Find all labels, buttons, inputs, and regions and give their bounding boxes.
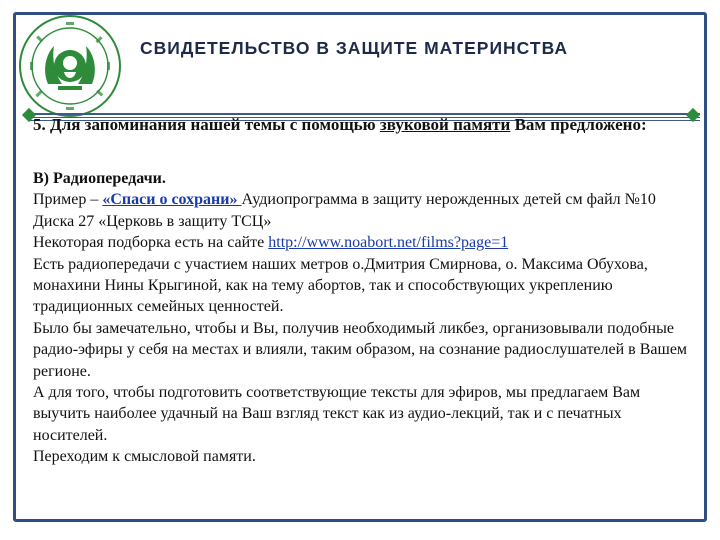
- site-link[interactable]: http://www.noabort.net/films?page=1: [268, 234, 509, 252]
- page-title: СВИДЕТЕЛЬСТВО В ЗАЩИТЕ МАТЕРИНСТВА: [140, 38, 568, 58]
- paragraph: Переходим к смысловой памяти.: [33, 448, 256, 466]
- paragraph-text: Пример –: [33, 191, 103, 209]
- paragraph: Было бы замечательно, чтобы и Вы, получив необходимый ликбез, организовывали подобные радио-эфиры у себя на местах и влияли, таким образом, на сознание радиослушателей в Вашем регионе.: [33, 319, 688, 380]
- paragraph-text: Некоторая подборка есть на сайте: [33, 234, 269, 252]
- paragraph: [33, 189, 695, 232]
- question-text: 5. Для запоминания нашей темы с помощью: [33, 115, 380, 134]
- question-underlined: звуковой памяти: [379, 115, 511, 134]
- question-heading: [33, 112, 693, 137]
- organization-emblem-icon: [18, 14, 122, 118]
- program-link[interactable]: «Спаси о сохрани»: [102, 191, 242, 209]
- question-text: Вам предложено:: [510, 115, 647, 134]
- paragraph-text: Аудиопрограмма в защиту нерожденных детей см файл №10 Диска 27 «Церковь в защиту ТСЦ»: [33, 191, 656, 230]
- paragraph: [33, 232, 695, 253]
- content-body: [33, 168, 695, 468]
- paragraph: Есть радиопередачи с участием наших метров о.Дмитрия Смирнова, о. Максима Обухова, монахини Нины Крыгиной, как на тему абортов, так и способствующих укреплению традиционных семейных ценностей.: [33, 255, 648, 316]
- paragraph: А для того, чтобы подготовить соответствующие тексты для эфиров, мы предлагаем Вам выучить наиболее удачный на Ваш взгляд текст как из аудио-лекций, так и с печатных носителей.: [33, 384, 641, 444]
- section-heading: В) Радиопередачи.: [33, 170, 166, 187]
